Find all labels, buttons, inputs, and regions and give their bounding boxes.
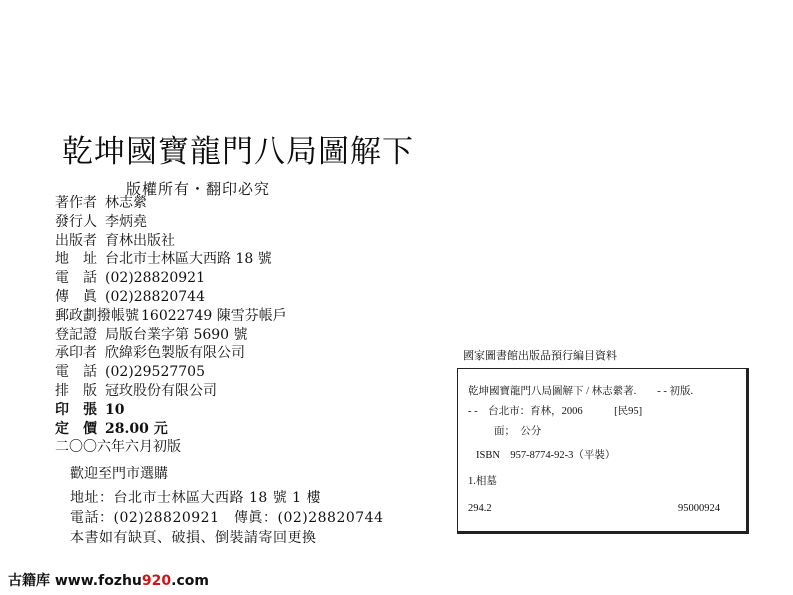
info-label: 發行人 (55, 213, 97, 230)
cip-subject-line: 1.相墓 (468, 476, 497, 487)
cip-title-line: 乾坤國寶龍門八局圖解下 / 林志縈著. - - 初版. (468, 386, 694, 397)
site-name: 古籍库 (8, 573, 50, 589)
info-value: 16022749 陳雪芬帳戶 (141, 307, 287, 324)
info-row (55, 250, 272, 268)
copyright-notice: 版權所有・翻印必究 (126, 180, 271, 198)
info-value: 28.00 元 (105, 420, 168, 437)
cip-pages-line: 面； 公分 (494, 426, 542, 437)
info-label: 定 價 (55, 420, 97, 437)
info-value: (02)28820921 (105, 270, 205, 287)
info-label: 印 張 (55, 401, 97, 418)
info-row (55, 401, 124, 419)
cip-isbn-line: ISBN 957-8774-92-3（平裝） (476, 450, 616, 461)
info-label: 傳 眞 (55, 289, 97, 305)
info-label: 郵政劃撥帳號 (55, 307, 139, 324)
cip-record-number: 95000924 (678, 503, 720, 514)
info-row (55, 363, 205, 381)
cip-class-number: 294.2 (468, 503, 492, 514)
info-label: 電 話 (55, 364, 97, 381)
site-url-prefix: www.fozhu (54, 573, 142, 589)
shop-address: 地址：台北市士林區大西路 18 號 1 樓 (70, 490, 322, 506)
info-label: 電 話 (55, 270, 97, 287)
info-value: 台北市士林區大西路 18 號 (105, 251, 272, 268)
site-url-suffix: .com (171, 573, 209, 589)
info-value: 欣緯彩色製版有限公司 (105, 345, 245, 362)
info-row (55, 288, 205, 306)
cip-header: 國家圖書館出版品預行編目資料 (463, 349, 617, 362)
info-value: 冠玫股份有限公司 (105, 383, 217, 399)
shop-phones: 電話：(02)28820921 傳眞：(02)28820744 (70, 510, 384, 526)
info-row (55, 194, 147, 212)
cip-record-box (457, 368, 749, 534)
info-row (55, 307, 287, 325)
info-value: 李炳堯 (105, 213, 147, 230)
info-row (55, 344, 245, 362)
info-label: 排 版 (55, 383, 97, 399)
shop-notice: 本書如有缺頁、破損、倒裝請寄回更換 (70, 530, 317, 546)
info-value: (02)29527705 (105, 364, 205, 381)
info-row (55, 382, 217, 400)
info-value: 10 (105, 401, 125, 418)
info-row (55, 213, 147, 231)
info-label: 地 址 (55, 251, 97, 268)
info-row (55, 326, 248, 344)
info-row (55, 269, 205, 287)
site-url-number: 920 (141, 573, 172, 589)
info-row (55, 232, 175, 250)
info-label: 承印者 (55, 345, 97, 362)
info-value: (02)28820744 (105, 289, 205, 305)
book-title: 乾坤國寶龍門八局圖解下 (62, 134, 414, 170)
info-label: 出版者 (55, 232, 97, 249)
site-watermark (8, 570, 209, 590)
info-value: 育林出版社 (105, 232, 175, 249)
info-row (55, 420, 168, 438)
info-value: 林志縈 (105, 195, 147, 211)
info-value: 局版台業字第 5690 號 (105, 326, 248, 343)
info-label: 登記證 (55, 326, 97, 343)
shop-welcome: 歡迎至門市選購 (70, 466, 168, 482)
edition-line: 二〇〇六年六月初版 (55, 439, 181, 456)
info-label: 著作者 (55, 195, 97, 211)
cip-publisher-line: - - 台北市：育林，2006 [民95] (468, 406, 643, 417)
